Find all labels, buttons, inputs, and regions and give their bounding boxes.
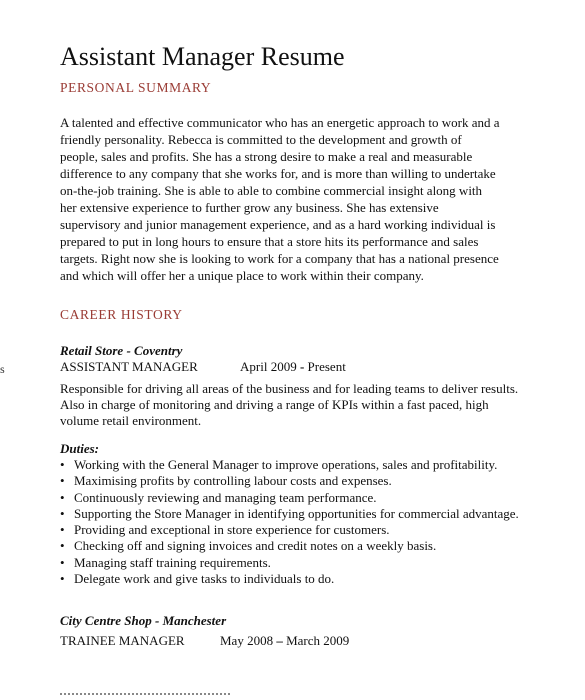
list-item xyxy=(60,473,519,489)
summary-line: supervisory and junior management experience, and as a hard working individual is xyxy=(60,217,496,232)
career-history-heading: CAREER HISTORY xyxy=(60,307,183,322)
duty-text: Checking off and signing invoices and credit notes on a weekly basis. xyxy=(74,538,437,554)
summary-line: people, sales and profits. She has a strong desire to make a real and measurable xyxy=(60,149,473,164)
bullet-icon: • xyxy=(60,489,65,505)
duty-text: Maximising profits by controlling labour costs and expenses. xyxy=(74,473,392,489)
list-item xyxy=(60,457,519,473)
duty-text: Providing and exceptional in store experience for customers. xyxy=(74,522,390,538)
job-employer xyxy=(60,612,226,629)
description-line: volume retail environment. xyxy=(60,413,202,428)
job-role: TRAINEE MANAGER xyxy=(60,633,185,648)
page-bottom-divider xyxy=(60,693,230,695)
summary-line: on-the-job training. She is able to able to combine commercial insight along with xyxy=(60,183,483,198)
date-separator: – xyxy=(273,633,287,648)
date-start: April 2009 xyxy=(240,359,297,374)
job-dates xyxy=(220,632,349,649)
duties-list xyxy=(60,457,519,587)
date-start: May 2008 xyxy=(220,633,274,648)
list-item xyxy=(60,538,519,554)
job-role: ASSISTANT MANAGER xyxy=(60,359,198,374)
date-separator: - xyxy=(296,359,308,374)
description-line: Also in charge of monitoring and driving a range of KPIs within a fast paced, high xyxy=(60,397,489,412)
job-dates xyxy=(240,358,346,375)
summary-line: her extensive experience to further grow any business. She has extensive xyxy=(60,200,439,215)
description-line: Responsible for driving all areas of the business and for leading teams to deliver results. xyxy=(60,381,519,396)
duty-text: Working with the General Manager to improve operations, sales and profitability. xyxy=(74,457,498,472)
duty-text: Continuously reviewing and managing team performance. xyxy=(74,489,377,505)
bullet-icon: • xyxy=(60,473,65,489)
list-item xyxy=(60,506,519,522)
date-end: Present xyxy=(307,359,346,374)
duty-text: Delegate work and give tasks to individuals to do. xyxy=(74,571,335,587)
summary-line: and which will offer her a unique place to work within their company. xyxy=(60,268,424,283)
personal-summary-text xyxy=(60,114,544,284)
list-item xyxy=(60,522,519,538)
summary-line: friendly personality. Rebecca is committed to the development and growth of xyxy=(60,132,462,147)
personal-summary-heading: PERSONAL SUMMARY xyxy=(60,80,212,95)
duty-text: Managing staff training requirements. xyxy=(74,554,271,570)
duties-label: Duties: xyxy=(60,441,99,456)
bullet-icon: • xyxy=(60,571,65,587)
duty-text: Supporting the Store Manager in identifying opportunities for commercial advantage. xyxy=(74,505,519,521)
summary-line: A talented and effective communicator who has an energetic approach to work and a xyxy=(60,115,500,130)
employer-name: Retail Store - Coventry xyxy=(60,343,183,358)
bullet-icon: • xyxy=(60,457,65,472)
list-item xyxy=(60,571,519,587)
list-item xyxy=(60,490,519,506)
list-item xyxy=(60,555,519,571)
summary-line: prepared to put in long hours to ensure that a store hits its performance and sales xyxy=(60,234,479,249)
resume-title: Assistant Manager Resume xyxy=(60,42,345,71)
bullet-icon: • xyxy=(60,522,65,538)
job-employer xyxy=(60,342,182,359)
date-end: March 2009 xyxy=(286,633,350,648)
job-description xyxy=(60,381,518,429)
summary-line: targets. Right now she is looking to work for a company that has a national presence xyxy=(60,251,499,266)
bullet-icon: • xyxy=(60,538,65,554)
bullet-icon: • xyxy=(60,505,65,521)
job-role-line xyxy=(60,358,346,375)
summary-line: difference to any company that she works for, and is more than willing to undertake xyxy=(60,166,496,181)
employer-name: City Centre Shop - Manchester xyxy=(60,613,227,628)
edge-fragment: s xyxy=(0,362,5,376)
bullet-icon: • xyxy=(60,554,65,570)
job-role-line xyxy=(60,632,349,649)
